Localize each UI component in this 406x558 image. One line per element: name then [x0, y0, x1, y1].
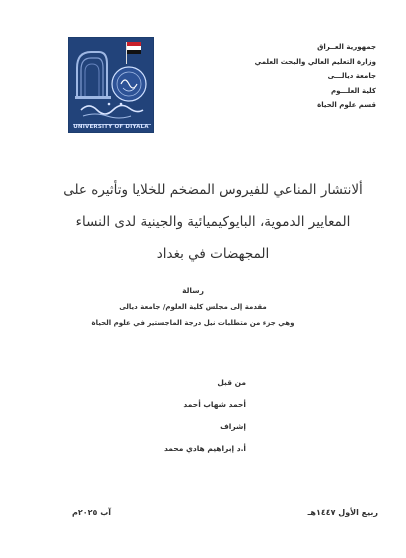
institution-header	[226, 40, 376, 113]
author-block	[106, 372, 246, 460]
gregorian-date: آب ٢٠٢٥م	[72, 508, 111, 517]
by-label: من قبل	[217, 378, 246, 387]
university-logo	[68, 37, 154, 133]
submitted-to-text: مقدمة إلى مجلس كلية العلوم/ جامعة ديالى	[119, 303, 267, 311]
header-ministry: وزارة التعليم العالي والبحث العلمي	[254, 57, 376, 66]
thesis-title-line-1: ألانتشار المناعي للفيروس المضخم للخلايا وتأثيره على	[63, 182, 363, 198]
supervisor-name: أ.د إبراهيم هادي محمد	[163, 444, 246, 453]
submission-statement	[90, 283, 296, 331]
university-logo-caption: UNIVERSITY OF DIYALA	[73, 124, 149, 130]
supervision-label: إشراف	[220, 422, 246, 431]
degree-requirement-text: وهي جزء من متطلبات نيل درجة الماجستير في علوم الحياة	[91, 319, 295, 327]
hijri-date: ربيع الأول ١٤٤٧هـ	[307, 508, 378, 517]
university-emblem-icon	[69, 38, 154, 133]
thesis-title	[50, 174, 376, 270]
header-university: جامعة ديالـــى	[327, 72, 376, 80]
thesis-title-line-2: المعايير الدموية، البايوكيميائية والجينية لدى النساء	[75, 214, 351, 230]
document-type-label: رسالة	[182, 286, 204, 295]
header-college: كلية العلـــوم	[330, 86, 376, 95]
thesis-title-line-3: المجهضات في بغداد	[156, 246, 270, 262]
header-department: قسم علوم الحياة	[317, 101, 376, 109]
header-country: جمهورية العــراق	[317, 43, 376, 51]
student-name: أحمد شهاب أحمد	[183, 400, 246, 409]
